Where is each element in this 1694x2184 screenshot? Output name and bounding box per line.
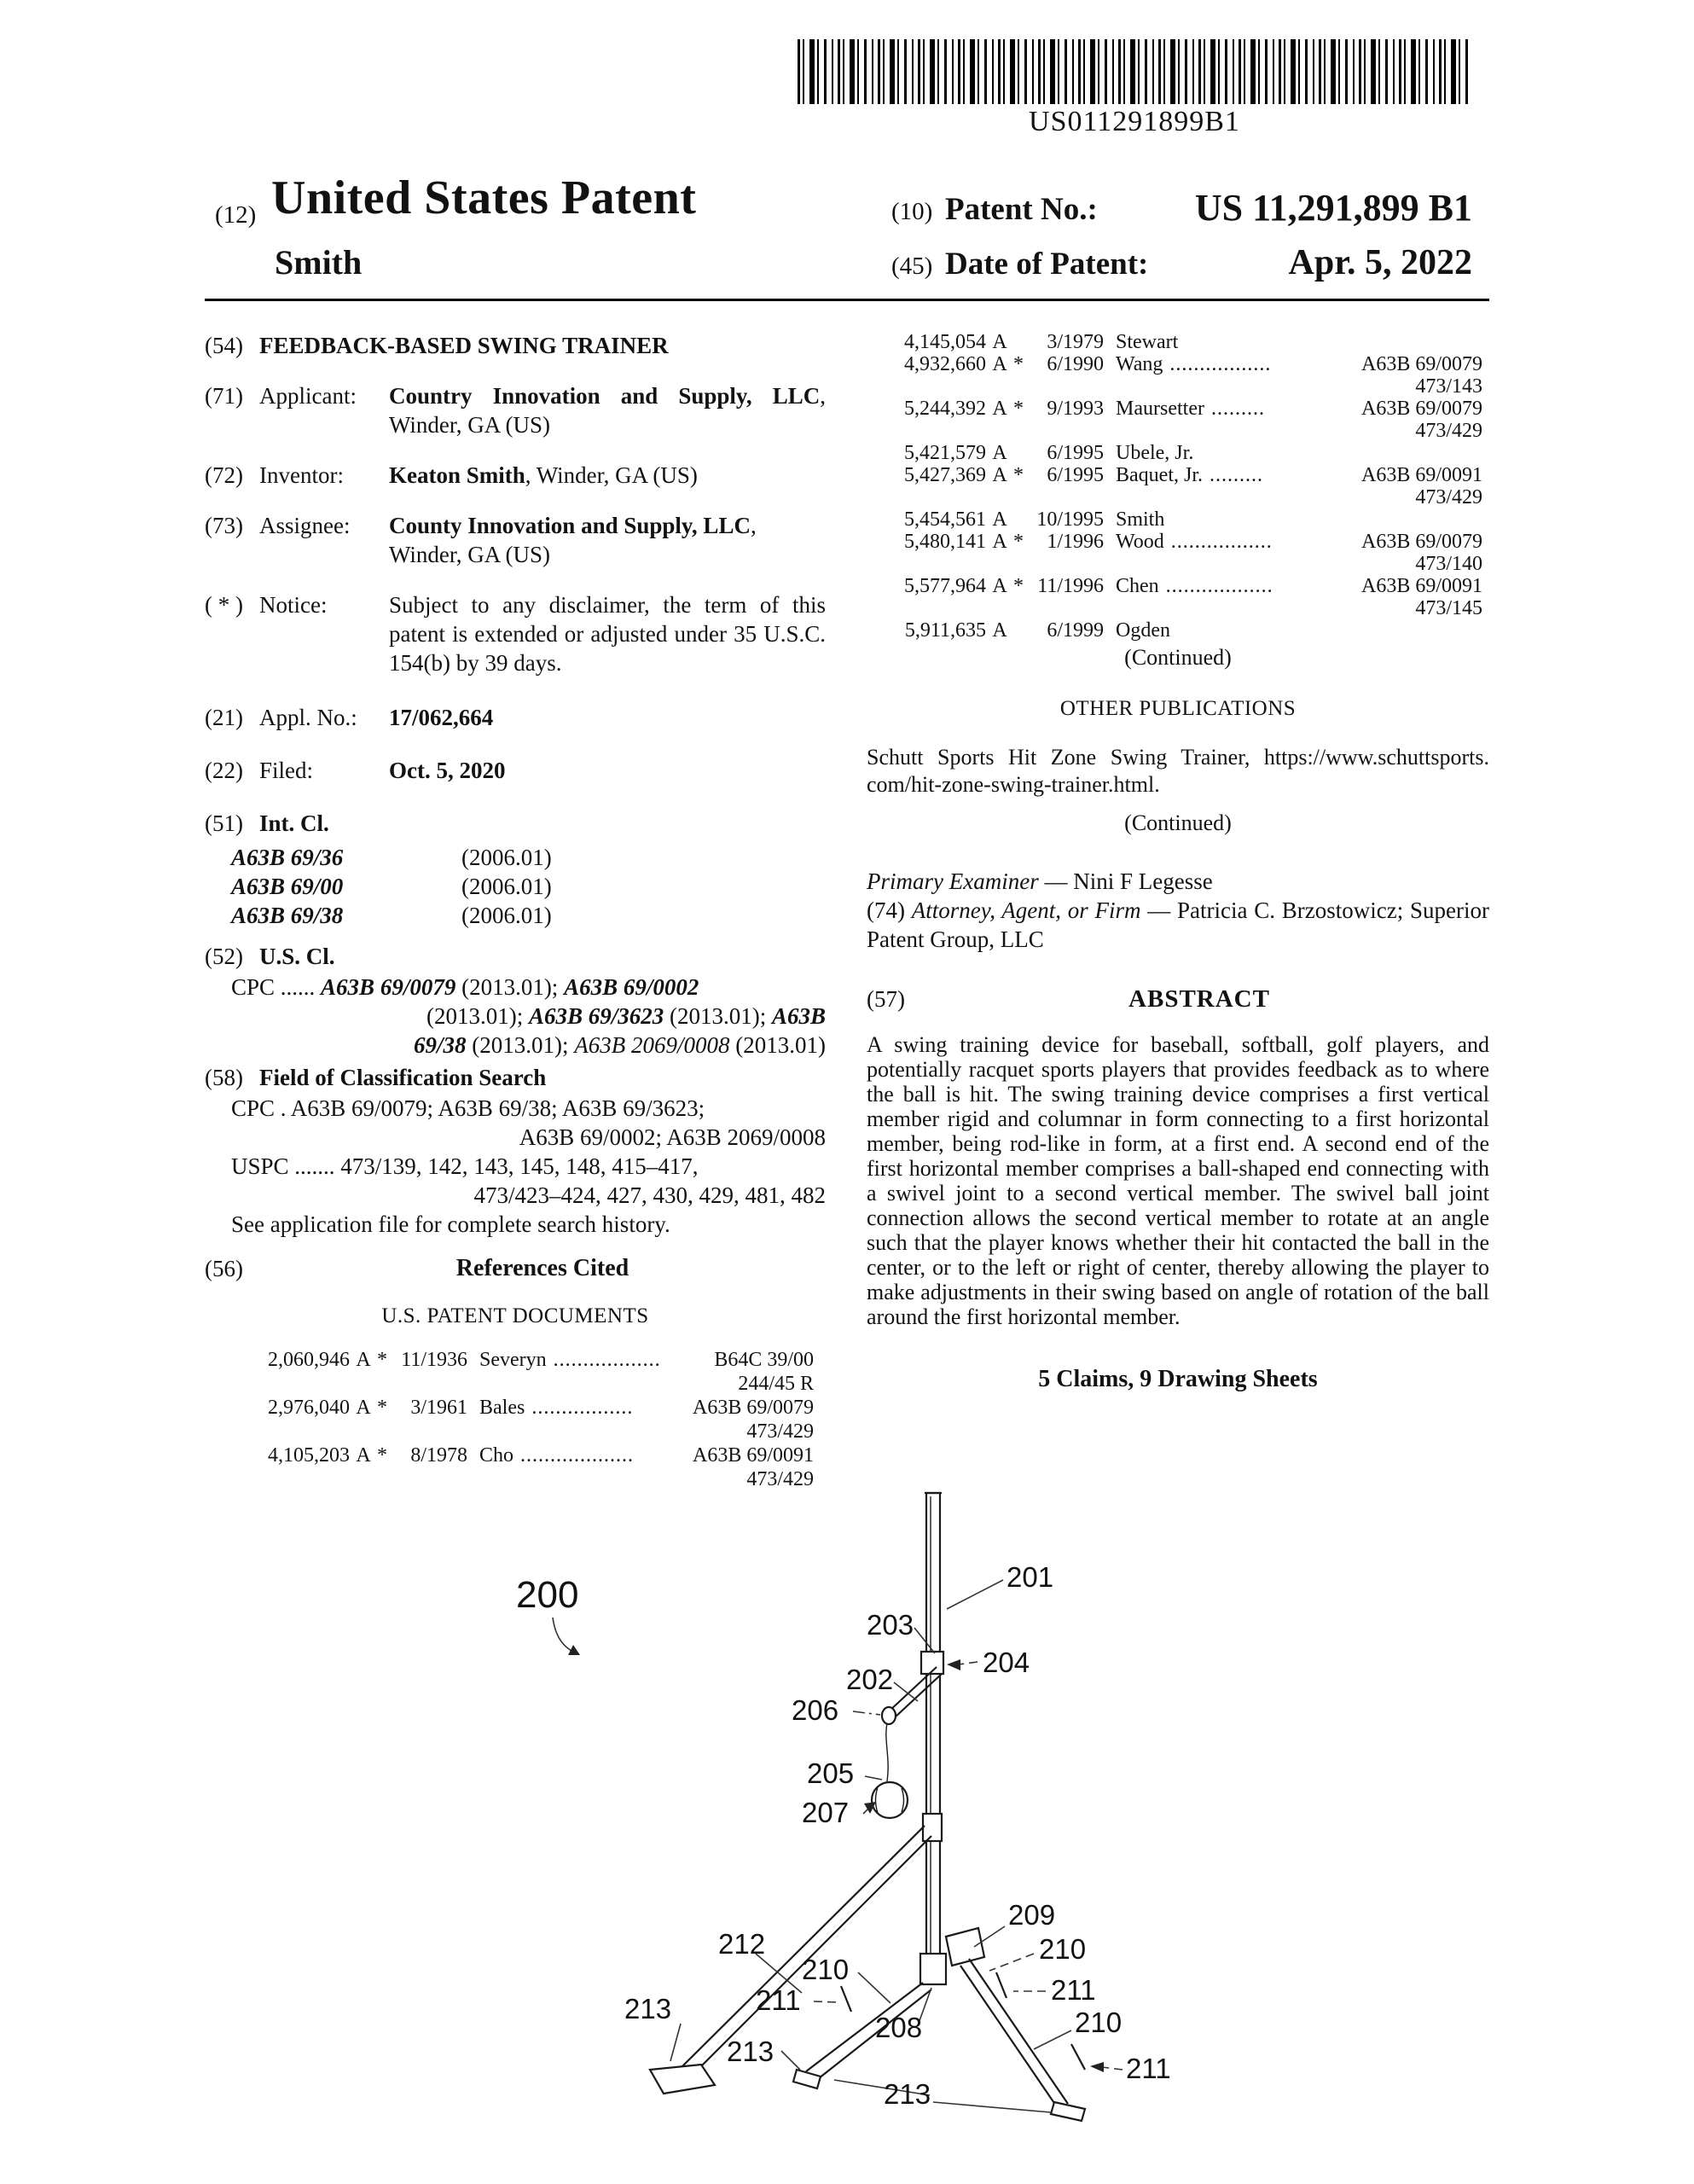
- code-45: (45): [891, 253, 933, 280]
- int-cl-label: Int. Cl.: [259, 810, 329, 836]
- table-row-continuation: 244/45 R: [738, 1373, 814, 1395]
- references-heading: References Cited: [455, 1255, 629, 1281]
- field-54: [205, 331, 826, 360]
- ref-label-209: 209: [1008, 1899, 1056, 1931]
- base-sleeve: [920, 1954, 946, 1984]
- swivel-connector: [882, 1707, 896, 1724]
- foot-plate: [650, 2065, 715, 2094]
- applicant-value: [389, 381, 826, 439]
- ref-label-211: 211: [756, 1984, 801, 2016]
- barcode: [798, 39, 1471, 104]
- table-row: 4,145,054 A 3/1979 Stewart: [904, 331, 1179, 353]
- ref-label-213: 213: [624, 1993, 672, 2024]
- patent-no-label: Patent No.:: [945, 192, 1098, 227]
- ref-label-205: 205: [807, 1757, 855, 1789]
- ref-label-212: 212: [718, 1928, 766, 1960]
- inventor-name: Keaton Smith: [389, 462, 525, 488]
- search-uspc-line: 473/423–424, 427, 430, 429, 481, 482: [473, 1182, 826, 1208]
- filed-value: Oct. 5, 2020: [389, 758, 506, 783]
- ref-label-213: 213: [727, 2036, 774, 2067]
- left-column: [205, 331, 826, 1491]
- other-publications-heading: OTHER PUBLICATIONS: [1059, 697, 1297, 720]
- table-row-continuation: 473/429: [746, 1468, 814, 1490]
- field-58: [205, 1063, 826, 1092]
- ref-label-208: 208: [875, 2012, 923, 2043]
- ref-label-207: 207: [802, 1797, 850, 1828]
- string: [886, 1723, 888, 1781]
- class-version: (2006.01): [461, 845, 552, 870]
- barcode-number: US011291899B1: [1029, 106, 1240, 137]
- field-71: [205, 381, 826, 439]
- invention-title: FEEDBACK-BASED SWING TRAINER: [259, 333, 669, 358]
- table-row: 4,105,203 A * 8/1978 Cho ................... A63B 69/0091: [268, 1444, 814, 1467]
- field-tag: (56): [205, 1256, 243, 1281]
- field-56: [205, 1254, 826, 1283]
- class-code: A63B 69/38: [231, 903, 344, 928]
- ref-label-206: 206: [792, 1694, 839, 1726]
- field-21: [205, 703, 826, 732]
- abstract-heading: ABSTRACT: [1128, 985, 1270, 1013]
- continued-note: (Continued): [1124, 810, 1232, 835]
- primary-examiner-label: Primary Examiner: [867, 868, 1039, 894]
- abstract-header: [867, 985, 1489, 1014]
- ref-label-202: 202: [846, 1664, 894, 1695]
- search-cpc-line: A63B 69/0002; A63B 2069/0008: [519, 1124, 826, 1150]
- field-72: [205, 461, 826, 490]
- ref-label-213: 213: [884, 2078, 931, 2110]
- inventor-value: [389, 461, 826, 490]
- int-cl-row: [231, 901, 826, 930]
- table-row: 2,060,946 A * 11/1936 Severyn .................. B64C 39/00: [268, 1349, 814, 1371]
- class-version: (2006.01): [461, 874, 552, 899]
- field-tag: (72): [205, 462, 243, 488]
- field-tag: (52): [205, 944, 243, 969]
- field-73: [205, 511, 826, 569]
- appl-no-label: Appl. No.:: [259, 705, 357, 730]
- table-row-continuation: 473/140: [1415, 553, 1482, 575]
- notice-text: Subject to any disclaimer, the term of this patent is extended or adjusted under 35 U.S.C. 154(b) by 39 days.: [389, 592, 826, 676]
- right-column: [867, 331, 1489, 1394]
- attorney-label: Attorney, Agent, or Firm: [911, 897, 1141, 923]
- continued-note: (Continued): [1124, 645, 1232, 670]
- base-bracket: [946, 1928, 984, 1966]
- ref-label-211: 211: [1051, 1974, 1096, 2006]
- figure-number-arrow: [553, 1618, 573, 1652]
- field-of-search-body: [205, 1094, 826, 1239]
- ref-label-203: 203: [867, 1609, 914, 1641]
- field-tag: (21): [205, 705, 243, 730]
- applicant-label: Applicant:: [259, 383, 357, 409]
- int-cl-row: [231, 843, 826, 872]
- field-tag: (74): [867, 897, 905, 923]
- figure-labels: [516, 1561, 1171, 2110]
- field-notice: [205, 590, 826, 677]
- class-version: (2006.01): [461, 903, 552, 928]
- figure-number: 200: [516, 1574, 579, 1616]
- us-cl-label: U.S. Cl.: [259, 944, 335, 969]
- notice-label: Notice:: [259, 592, 328, 618]
- field-22: [205, 756, 826, 785]
- field-tag: ( * ): [205, 592, 243, 618]
- table-row-continuation: 473/145: [1415, 597, 1482, 619]
- field-52: [205, 942, 826, 971]
- search-cpc-line: CPC . A63B 69/0079; A63B 69/38; A63B 69/3623;: [231, 1095, 705, 1121]
- field-tag: (22): [205, 758, 243, 783]
- ball: [872, 1782, 908, 1818]
- applicant-location: , Winder, GA (US): [389, 383, 826, 438]
- code-10: (10): [891, 198, 933, 225]
- long-leg-212: [650, 1826, 931, 2094]
- foot-plate: [1051, 2102, 1085, 2121]
- field-51: [205, 809, 826, 838]
- publication-line: Schutt Sports Hit Zone Swing Trainer, https://www.schuttsports.: [867, 745, 1489, 770]
- table-row: 2,976,040 A * 3/1961 Bales ................. A63B 69/0079: [268, 1397, 814, 1419]
- kind-code-12: (12): [215, 201, 257, 229]
- vertical-pole: [925, 1493, 942, 1971]
- table-row: 4,932,660 A * 6/1990 Wang ................. A63B 69/0079: [904, 353, 1482, 375]
- int-cl-rows: [205, 843, 826, 930]
- table-row-continuation: 473/429: [1415, 420, 1482, 442]
- abstract-text: A swing training device for baseball, softball, golf players, and potentially racquet sports players that provides feedback as to where the ball is hit. The swing training device comprises a first vertical member rigid and columnar in form connecting to a first horizontal member, being rod-like in form, at a first end. A second end of the first horizontal member comprises a ball-shaped end connecting with a swivel joint to a second vertical member. The swivel ball joint connection allows the second vertical member to rotate at an angle such that the player knows whether their hit contacted the ball in the center, or to the left or right of center, thereby allowing the player to make adjustments in their swing based on angle of rotation of the ball around the first horizontal member.: [867, 1032, 1489, 1329]
- table-row: 5,480,141 A * 1/1996 Wood ................. A63B 69/0079: [904, 531, 1482, 553]
- assignee-value: [389, 511, 826, 569]
- date-of-patent-label: Date of Patent:: [945, 247, 1149, 282]
- table-row: 5,454,561 A 10/1995 Smith: [904, 508, 1165, 531]
- field-tag: (57): [867, 986, 905, 1012]
- table-row: 5,911,635 A 6/1999 Ogden: [904, 619, 1170, 642]
- ref-label-210: 210: [1075, 2007, 1123, 2038]
- ref-label-201: 201: [1007, 1561, 1054, 1593]
- field-tag: (51): [205, 810, 243, 836]
- header-rule: [205, 299, 1489, 301]
- field-tag: (73): [205, 513, 243, 538]
- ref-label-210: 210: [1039, 1933, 1087, 1965]
- patent-figure: [478, 1474, 1186, 2165]
- publication-line: com/hit-zone-swing-trainer.html.: [867, 772, 1160, 797]
- page-title: United States Patent: [271, 171, 697, 224]
- inventor-location: , Winder, GA (US): [525, 462, 698, 488]
- table-row-continuation: 473/429: [1415, 486, 1482, 508]
- table-row-continuation: 473/429: [746, 1420, 814, 1443]
- ref-label-204: 204: [983, 1647, 1030, 1678]
- table-row: 5,421,579 A 6/1995 Ubele, Jr.: [904, 442, 1194, 464]
- inventor-surname: Smith: [275, 243, 363, 282]
- applicant-name: Country Innovation and Supply, LLC: [389, 383, 821, 409]
- table-row-continuation: 473/143: [1415, 375, 1482, 398]
- primary-examiner-name: — Nini F Legesse: [1038, 868, 1213, 894]
- assignee-label: Assignee:: [259, 513, 351, 538]
- swing-trainer-drawing: [478, 1474, 1186, 2165]
- cpc-line: (2013.01); A63B 69/3623 (2013.01); A63B: [426, 1003, 826, 1029]
- assignee-location: , Winder, GA (US): [389, 513, 757, 567]
- other-publication-entry: [867, 744, 1489, 799]
- leader-lines: [553, 1580, 1123, 2112]
- field-of-search-label: Field of Classification Search: [259, 1065, 547, 1090]
- cpc-line: CPC ...... A63B 69/0079 (2013.01); A63B 69/0002: [231, 974, 699, 1000]
- ref-label-211: 211: [1126, 2053, 1171, 2084]
- field-tag: (58): [205, 1065, 243, 1090]
- class-code: A63B 69/36: [231, 845, 344, 870]
- leg-bracket: [923, 1814, 942, 1841]
- foot-plate: [793, 2070, 821, 2088]
- attorney-line: [867, 896, 1489, 954]
- appl-no-value: 17/062,664: [389, 705, 494, 730]
- cpc-statement: [205, 973, 826, 1060]
- ref-label-210: 210: [802, 1954, 850, 1985]
- filed-label: Filed:: [259, 758, 314, 783]
- cpc-line: 69/38 (2013.01); A63B 2069/0008 (2013.01): [414, 1032, 826, 1058]
- references-table-right: [867, 331, 1489, 642]
- examiner-attorney-block: [867, 867, 1489, 954]
- search-uspc-line: USPC ....... 473/139, 142, 143, 145, 148, 415–417,: [231, 1153, 699, 1179]
- search-note: See application file for complete search history.: [231, 1211, 670, 1237]
- claims-sheets-line: 5 Claims, 9 Drawing Sheets: [1038, 1366, 1318, 1392]
- us-patent-documents-heading: U.S. PATENT DOCUMENTS: [381, 1304, 649, 1327]
- primary-examiner-line: [867, 867, 1489, 896]
- field-tag: (71): [205, 383, 243, 409]
- table-row: 5,244,392 A * 9/1993 Maursetter ......... A63B 69/0079: [904, 398, 1482, 420]
- int-cl-row: [231, 872, 826, 901]
- references-table-left: [205, 1348, 826, 1491]
- inventor-label: Inventor:: [259, 462, 344, 488]
- field-tag: (54): [205, 333, 243, 358]
- patent-number: US 11,291,899 B1: [1194, 187, 1472, 229]
- table-row: 5,577,964 A * 11/1996 Chen .................. A63B 69/0091: [904, 575, 1482, 597]
- date-of-patent: Apr. 5, 2022: [1288, 243, 1472, 282]
- class-code: A63B 69/00: [231, 874, 344, 899]
- table-row: 5,427,369 A * 6/1995 Baquet, Jr. ......... A63B 69/0091: [904, 464, 1482, 486]
- attorney-name: — Patricia C. Brzostowicz; Superior Patent Group, LLC: [867, 897, 1489, 952]
- assignee-name: County Innovation and Supply, LLC: [389, 513, 751, 538]
